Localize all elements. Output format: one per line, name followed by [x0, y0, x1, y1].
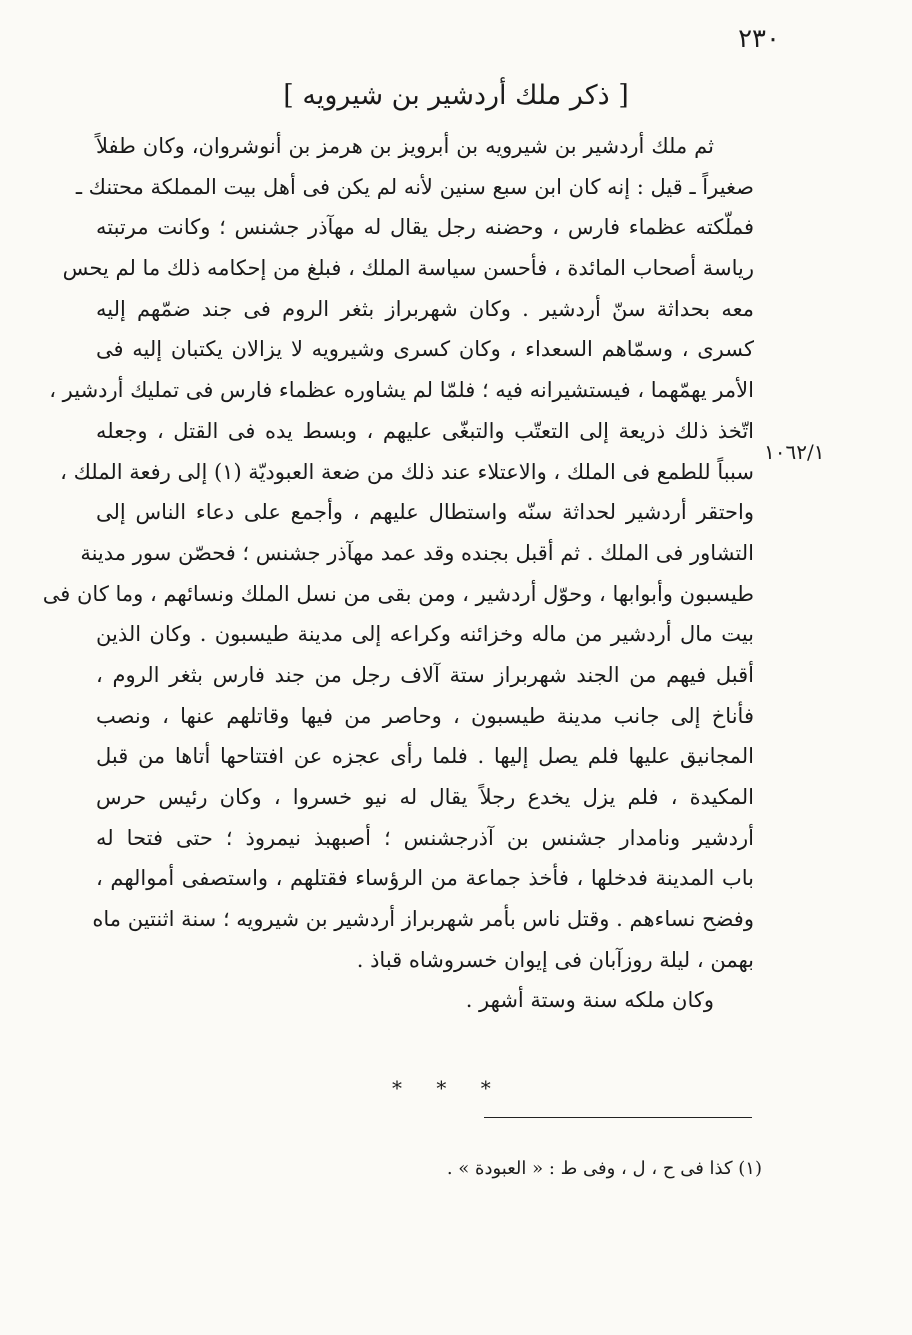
text-line: المكيدة ، فلم يزل يخدع رجلاً يقال له نيو خسروا ، وكان رئيس حرس — [96, 785, 754, 809]
text-line: وكان ملكه سنة وستة أشهر . — [465, 988, 714, 1013]
text-line: الأمر يهمّهما ، فيستشيرانه فيه ؛ فلمّا لم يشاوره عظماء فارس فى تمليك أردشير ، — [49, 378, 754, 403]
text-line: رياسة أصحاب المائدة ، فأحسن سياسة الملك ، فبلغ من إحكامه ذلك ما لم يحس — [62, 256, 754, 281]
text-line: فأناخ إلى جانب مدينة طيسبون ، وحاصر من فيها وقاتلهم عنها ، ونصب — [96, 703, 754, 728]
text-line: كسرى ، وسمّاهم السعداء ، وكان كسرى وشيرويه لا يزالان يكتبان إليه فى — [96, 337, 754, 362]
text-line: التشاور فى الملك . ثم أقبل بجنده وقد عمد مهآذر جشنس ؛ فحصّن سور مدينة — [80, 540, 754, 565]
text-line: وفضح نساءهم . وقتل ناس بأمر شهربراز أردشير بن شيرويه ؛ سنة اثنتين ماه — [92, 907, 754, 932]
text-line: أردشير ونامدار جشنس بن آذرجشنس ؛ أصبهبذ نيمروذ ؛ حتى فتحا له — [96, 825, 754, 850]
text-line: صغيراً ـ قيل : إنه كان ابن سبع سنين لأنه لم يكن فى أهل بيت المملكة محتنك ـ — [75, 174, 754, 199]
footnote: (١) كذا فى ح ، ل ، وفى ط : « العبودة » . — [446, 1158, 762, 1179]
text-line: بهمن ، ليلة روزآبان فى إيوان خسروشاه قباذ . — [356, 947, 754, 972]
text-line: سبباً للطمع فى الملك ، والاعتلاء عند ذلك من ضعة العبوديّة (١) إلى رفعة الملك ، — [60, 459, 754, 484]
text-line: المجانيق عليها فلم يصل إليها . فلما رأى عجزه عن افتتاحها أتاها من قبل — [96, 744, 754, 769]
text-line: باب المدينة فدخلها ، فأخذ جماعة من الرؤساء فقتلهم ، واستصفى أموالهم ، — [96, 866, 754, 891]
text-line: واحتقر أردشير لحداثة سنّه واستطال عليهم ، وأجمع على دعاء الناس إلى — [96, 500, 754, 525]
text-line: طيسبون وأبوابها ، وحوّل أردشير ، ومن بقى من نسل الملك ونسائهم ، وما كان فى — [42, 581, 754, 606]
section-end-asterisks: * * * — [392, 1076, 505, 1100]
text-line: اتّخذ ذلك ذريعة إلى التعتّب والتبغّى عليهم ، وبسط يده فى القتل ، وجعله — [96, 418, 754, 443]
text-line: أقبل فيهم من الجند شهربراز ستة آلاف رجل من جند فارس بثغر الروم ، — [96, 662, 754, 687]
text-line: بيت مال أردشير من ماله وخزائنه وكراعه إلى مدينة طيسبون . وكان الذين — [96, 622, 754, 647]
footnote-rule — [484, 1117, 752, 1118]
text-line: معه بحداثة سنّ أردشير . وكان شهربراز بثغر الروم فى جند ضمّهم إليه — [96, 296, 754, 321]
body-text — [42, 126, 754, 1021]
text-line: فملّكته عظماء فارس ، وحضنه رجل يقال له مهآذر جشنس ؛ وكانت مرتبته — [96, 215, 754, 240]
text-line: ثم ملك أردشير بن شيرويه بن أبرويز بن هرمز بن أنوشروان، وكان طفلاً — [96, 134, 714, 158]
page-number: ٢٣٠ — [738, 24, 780, 54]
chapter-title: [ ذكر ملك أردشير بن شيرويه ] — [283, 80, 629, 111]
margin-reference: ١٠٦٢/١ — [764, 440, 825, 464]
